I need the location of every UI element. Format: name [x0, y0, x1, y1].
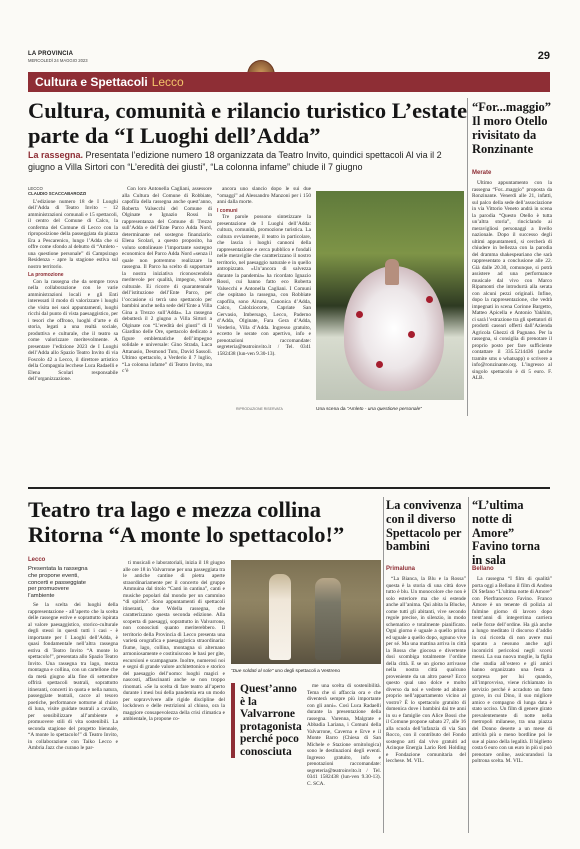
lead2-col3-para: me una scelta di sostenibilità. Tema che si affaccia ora e che diventerà sempre più importante con gli anni». Così Luca Radaelli durante la presentazione della rassegna. Varenna, Malgrate e Abbadia Lariana, i Comuni della Valvarrone, Caverna e Erve e il Monte Barro (Chiesa di San Michele e Stazione ornitologica) sono le destinazioni degli eventi. Ingresso gratuito, info e prenotazioni raccomandate: segreteria@teatroinvito.it / Tel. 0341 1582438 (lun-ven 9.30-13). C. SCA. [307, 683, 381, 787]
lead-column-1 [28, 186, 118, 486]
lead2-headline: Teatro tra lago e mezza collina Ritorna “A monte lo spettacolo!” [28, 497, 345, 547]
issue-date: MERCOLEDÌ 24 MAGGIO 2023 [28, 58, 88, 63]
lead-col3-para-b: Tre parole possono sintetizzare la presentazione de I Luoghi dell’Adda: cultura, comunità, promozione turistica. La cultura ovviamente, il teatro in particolare, che lascia i luoghi cannoni della rappresentazione e cerca pubblico e fondali nelle meraviglie che caratterizzano il nostro territorio, nel paesaggio naturale e in quello antropizzato. «Un’ancora di salvezza durante la pandemia» ha ricordato Ignazio Rossi, cui hanno fatto eco Roberta Valsecchi e Antonella Cagliani. I Comuni che ospitano la rassegna, con Robbiate capofila, sono Airuno, Canonica d’Adda, Calco, Calolziocorte, Capriate San Gervasio, Imbersago, Lecco, Paderno d’Adda, Olginate, Fara Gera d’Adda, Verderio, Villa d’Adda. Ingresso gratuito, eccetto le serate con apertivo, info e prenotazioni raccomandate: segreteria@teatroinvito.it / Tel. 0341 1582438 (lun-ven 9.30-13). [217, 214, 311, 357]
box3-headline: “L’ultima notte di Amore” Favino torna in sala [472, 498, 540, 568]
column-divider [467, 98, 468, 416]
lead2-column-1 [28, 602, 118, 832]
lead-col1-subhead: La promozione [28, 272, 64, 279]
lead2-col1-para: Se la scelta dei luoghi della rappresentazione - all’aperto che la scelta delle rassegne estive e soprattutto ispirata al valore paesaggistico, storico-culturale degli stessi in questi tutti i casi - è importante per I Luoghi dell’Adda, è quasi fondamentale nell’altra rassegna estiva di Teatro Invito “A monte lo spettacolo!”, presentata allo Spazio Teatro Invito. Una rassegna tra lago, mezza montagna e collina, con un cartellone che da metà giugno alla fine di settembre offrirà spettacoli teatrali, soprattutto itineranti, concerti in quota e nella natura, passeggiate teatrali, cacce al tesoro poetiche, performance notturne al chiaro di luna, visite guidate teatrali a cavallo, per sensibilizzare all’ambiente e promuovere stili di vita sostenibili. La seconda stagione del progetto biennale, “A monte lo spettacolo!” di Teatro Invito, in collaborazione con Taiko Lecco e Ambria Jazz che curano le par- [28, 602, 118, 751]
column-divider-3 [468, 497, 469, 833]
section-city: Lecco [151, 75, 184, 89]
lead2-place: Lecco [28, 557, 46, 563]
side1-column [472, 180, 552, 416]
box2-place: Primaluna [386, 566, 416, 572]
box3-place: Bellano [472, 566, 494, 572]
lead2-col2-para: ti musicali e laboratoriali, inizia il 18 giugno alle ore 18 in Valvarrone per una passeggiata tra le antiche cantine di pietra aperte straordinariamente per il concerto del gruppo Ammuina dal titolo “Canti in cantina”, canti e musiche popolari dal mondo per un cammino “di spirito”. Sono appuntamenti di spettacoli itineranti, due Wdella rassegna, che caratterizzano questa seconda edizione. Alla scoperta di paesaggi, soprattutto in Valvarrone, non conosciuti quanto meriterebbero. Il territorio della Provincia di Lecco presenta una varietà orografica e paesaggistica straordinaria: fiume, lago, collina, montagna si alternano armoniosamente e costituiscono le basi per gite, escursioni e scampagnate. Inoltre, numerosi noi e segni di grande valore architettonico e storico del paesaggio dell’uomo: luoghi magici e nascosti, affascinanti anche se non troppo rinomati. «Se la scelta di fare teatro all’aperto durante i mesi bui della pandemia era un modo per sopravvivere alle rigide discipline del lockdown e delle restrizioni al chiuso, ora la maggiore consapevolezza della crisi climatica e ambientale, la propone co- [123, 560, 225, 722]
lead-col3-subhead: I comuni [217, 207, 238, 214]
story-divider [28, 487, 550, 489]
lead2-photo-caption: “Due soldati al sole” uno degli spettacoli a Vestreno [231, 669, 341, 674]
byline-place: LECCO [28, 186, 43, 191]
box2-headline: La convivenza con il diverso Spettacolo per bambini [386, 498, 462, 554]
lead-photo [316, 191, 464, 400]
lead-column-2 [122, 186, 212, 486]
lead2-column-3 [307, 683, 381, 833]
box3-body: La rassegna “I film di qualità” porta oggi a Bellano il film di Andrea Di Stefano “L’ultima notte di Amore” con Pierfrancesco Favino. Franco Amore è un tenente di polizia al fulmine giorno di lavoro dopo trent’anni di integerrima carriera nelle forze dell’ordine. Ha già anche a lungo meditato il discorso d’addio in cui ricorda di non avere mai sparato a nessuno anche agli incomiciti pericolosi negli scorsi messi. La sua nuova moglie, la figlia che studia all’estero e gli amici hanno organizzato una festa a sorpresa per lui quando, all’improvviso, viene richiamato in servizio perché è accaduto un fatto grave, in cui Dino, il suo migliore amico e compagno di lunga data è stato ucciso. Un film di genere girato prevalentemente di notte nella metropoli milanese, tra una piazza del Donno deserte a un mese di attività più o meno bordline poi le sue al piano della legalità. Il biglietto costa 6 euro con un euro in più si può prenotare online, assicurandosi la poltrona scelta. M. VIL. [472, 576, 552, 764]
lead2-deck: Presentata la rassegna che propone eventi, concerti e passeggiate per promuovere l’ambiente [28, 566, 88, 600]
box3-column [472, 576, 552, 833]
byline-author: CLAUDIO SCACCABAROZZI [28, 191, 87, 197]
lead-headline: Cultura, comunità e rilancio turistico L’estate parte da “I Luoghi dell’Adda” [28, 98, 468, 148]
lead-col1-para-b: Con la rassegna che da sempre trova nella collaborazione con le varie amministrazioni locali e gli Enti interessati il modo di valorizzare i luoghi che visita nei suoi appuntamenti, luoghi ricchi dal punto di vista paesaggistico, per i tesori che offrono, luoghi d’arte e di storia, legati a una realtà sociale, produttiva e culturale, che il teatro sa come valorizzare meritevolmente. A presentare l’edizione 2023 de I Luoghi dell’Adda allo Spazio Teatro Invito di via Foscolo 42 a Lecco, il direttore artistico della Compagnia lecchese Luca Radaelli e Elena Scolari responsabile dell’organizzazione. [28, 278, 118, 383]
masthead [28, 51, 88, 63]
side1-body: Ultimo appuntamento con la rassegna “For...maggio” proposta da Ronzinante. Venerdì alle 21, infatti, sul palco della sede dell’associazione in via Vittorio Veneto andrà in scena la parodia “Questo Otello è tutta un’altra storia”, rinciclando ai meravigliosi personaggi a livello nazionale. Dopo il successo degli ultimi appuntamenti, si cercherà di chiudere in bellezza con la parodia del dramma shakespeariano che sarà rappresentato a conclusione alle 22. Già dalle 20.30, comunque, si potrà assistere ad una performance musicale dal vivo con Marco Ripamonti che introdurrà alla serata con alcuni pezzi originali. Infine, dopo la rappresentazione, che vedrà impegnati in scena Corinne Bargetto, Matteo Apicella e Antonio Yakhim, ci sarà l’estrazione tra gli spettatori di prodotti caseari offerti dall’Azienda Agricola Ghezzi di Pagnano. Per la rassegna, si consiglia di prenotare il proprio posto per fare sufficiente contattare il 335.5214436 (anche tramite sms o whatsapp) o scrivere a info@ronzinante.org. L’ingresso al singolo spettacolo è di 5 euro. F. ALB. [472, 180, 552, 381]
lead2-column-2 [123, 560, 225, 832]
lead-photo-credit: RIPRODUZIONE RISERVATA [236, 407, 283, 411]
newspaper-name: LA PROVINCIA [28, 51, 74, 57]
section-band [28, 72, 550, 92]
lead-col3-para-a: ancora uno slancio dopo le sui due “omaggi” ad Alessandro Manzoni per i 150 anni dalla morte. [217, 186, 311, 205]
lead-photo-caption: Una scena da “Amleto - una questione personale” [316, 407, 422, 412]
column-divider-2 [383, 497, 384, 833]
side1-place: Merate [472, 170, 492, 176]
side1-headline: “For...maggio” Il moro Otello rivisitato da Ronzinante [472, 100, 552, 156]
pull-quote: Quest’anno è la Valvarrone protagonista perché poco conosciuta [231, 683, 301, 758]
lead-col2-para: Con loro Antonella Cagliani, assessore alla Cultura del Comune di Robbiate, capofila della rassegna anche quest’anno, Roberta Valsecchi del Comune di Olginate e Ignazio Rossi in rappresentanza del Comune di Trezzo sull’Adda e dell’Ente Parco Adda Nord, determinante nel sostegno finanziario. Elena Scolari, a questo proposito, ha voluto sottolineare l’importante sostegno economico del Parco Adda Nord «senza il quale non potremmo realizzare la rassegna. Il Parco ha scelto di supportare la nostra iniziativa riconoscendola meritevole per qualità, impegno, valore culturale. Ei ricorre di quarantennale dell’istituzione dell’Ente Parco, per l’occasione si terrà uno spettacolo per bambini anche nella sede dell’Ente a Villa Gina a Trezzo sull’Adda». La rassegna debutterà il 2 giugno a Villa Sirtori a Olginate con “L’eredità dei giusti” di Il Giardino delle Ore, spettacolo dedicato a figure emblematiche dell’impegno solidale e universale: Gino Strada, Luca Attanasio, Desmond Tutu, David Sassoli. Ultimo spettacolo, a Verderio il 7 luglio, “La colonna infame” di Teatro Invito, ma c’è [122, 186, 212, 374]
lead-col1-para-a: L’edizione numero 18 de I Luoghi dell’Adda di Teatro Invito – 12 amministrazioni comunali e 15 spettacoli, il centro del Comune di Calco, la conferma del Comune di Lecco con la riproposizione della passeggiata da piazza Era a Pescarenico, lungo l’Adda che si offre come sfondo al debutto di “Amleto - una questione personale” di Campsirago Residenza - apre la stagione estiva sul nostro territorio. [28, 198, 118, 270]
box2-column [386, 576, 466, 833]
lead-kicker: La rassegna. [28, 150, 84, 160]
page-number: 29 [537, 50, 550, 62]
box2-body: “La Bianca, la Blu e la Rossa” questa è la storia di una città dove tutto è blu. Un monocolore che non è solo esteriore ma che si estende anche all’anima. Qui abita la Blucke, come tutti gli abitanti, vive secondo regole precise, in silenzio, in modo schematico e totalmente pianificato. Ogni giorno è uguale a quello prima ed uguale a quello dopo, ognuno vive per sé. Ma una mattina arriva in città la Rossa che giocosa e divertente dosi scombiga totalmente l’ordine della città. E se un giorno arrivasse nella nostra città qualcuno proveniente da un altro paese? Ecco questo qual uno dolce e molto diverso da noi e vedrete ad abitare proprio nell’appartamento vicino al vostro? È lo spettacolo gratuito di domenica dove i bambini dai tre anni in su e famiglie con Alice Bossi che il Comune propone sabato 27, alle 16 alla scuola dell’infanzia di via San Rocco, con il contributo del Fondo sostegno arti dal vivo gratuiti ad Acinque Energia Lario Reti Holding e Fondazione comunitaria del lecchese. M. VIL. [386, 576, 466, 764]
section-name: Cultura e Spettacoli [35, 75, 148, 89]
lead-column-3 [217, 186, 311, 402]
lead-deck [28, 150, 468, 173]
lead2-photo [231, 560, 381, 664]
lead-deck-text: Presentata l’edizione numero 18 organizzata da Teatro Invito, quindici spettacoli Al via il 2 giugno a Villa Sirtori con “L’eredità dei giusti”, “La colonna infame” chiude il 7 giugno [28, 150, 442, 172]
